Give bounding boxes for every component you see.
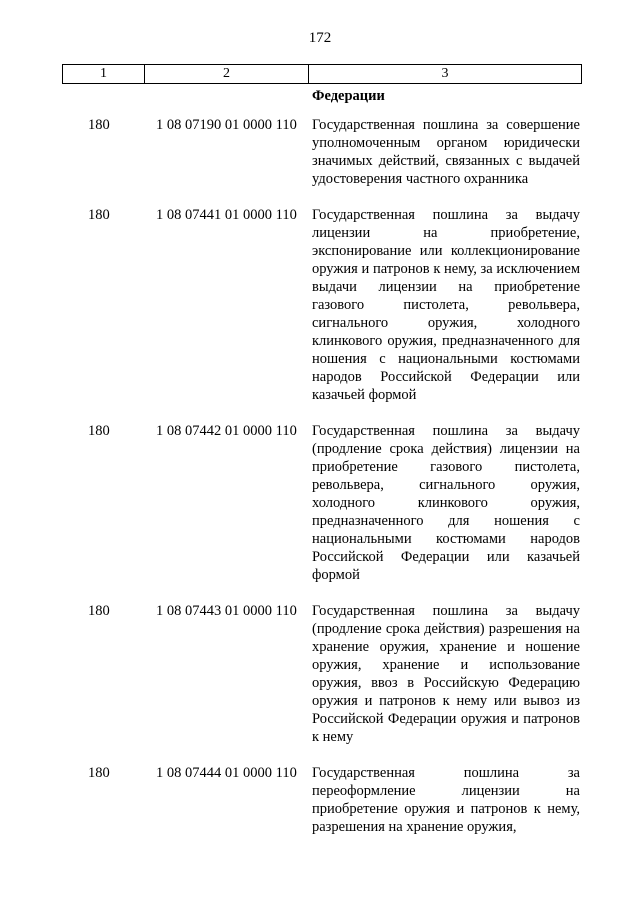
admin-code: 180	[88, 117, 110, 133]
row-description: Государственная пошлина за выдачу лицензии на приобретение, экспонирование или коллекционирование оружия и патронов к нему, за исключением выдачи лицензии на приобретение газового пистолета, револьвера, сигнального оружия, холодного клинкового оружия, предназначенного для ношения с национальными костюмами народов Российской Федерации или казачьей формой	[312, 207, 580, 403]
budget-classification-code: 1 08 07443 01 0000 110	[156, 603, 297, 619]
budget-classification-code: 1 08 07442 01 0000 110	[156, 423, 297, 439]
column-header-3: 3	[441, 66, 449, 81]
table-body	[0, 116, 640, 854]
budget-classification-code: 1 08 07441 01 0000 110	[156, 207, 297, 223]
admin-code: 180	[88, 423, 110, 439]
column-header-1: 1	[63, 65, 145, 83]
budget-classification-code: 1 08 07190 01 0000 110	[156, 117, 297, 133]
table-row	[0, 602, 640, 746]
admin-code: 180	[88, 603, 110, 619]
page-number: 172	[308, 30, 332, 46]
column-header-row	[62, 64, 582, 84]
row-description: Государственная пошлина за выдачу (продление срока действия) лицензии на приобретение газового пистолета, револьвера, сигнального оружия, холодного клинкового оружия, предназначенного для ношения с национальными костюмами народов Российской Федерации или казачьей формой	[312, 423, 580, 583]
column-header-2: 2	[145, 65, 309, 83]
table-row	[0, 206, 640, 404]
table-row	[0, 764, 640, 836]
row-description: Государственная пошлина за совершение уполномоченным органом юридически значимых действий, связанных с выдачей удостоверения частного охранника	[312, 117, 580, 187]
budget-classification-code: 1 08 07444 01 0000 110	[156, 765, 297, 781]
row-description: Государственная пошлина за выдачу (продление срока действия) разрешения на хранение оружия, хранение и ношение оружия, хранение и использование оружия, ввоз в Российскую Федерацию оружия и патронов к нему или вывоз из Российской Федерации оружия и патронов к нему	[312, 603, 580, 745]
admin-code: 180	[88, 207, 110, 223]
table-row	[0, 116, 640, 188]
admin-code: 180	[88, 765, 110, 781]
table-row	[0, 422, 640, 584]
row-description: Государственная пошлина за переоформление лицензии на приобретение оружия и патронов к нему, разрешения на хранение оружия,	[312, 765, 580, 835]
continued-text: Федерации	[312, 88, 385, 104]
